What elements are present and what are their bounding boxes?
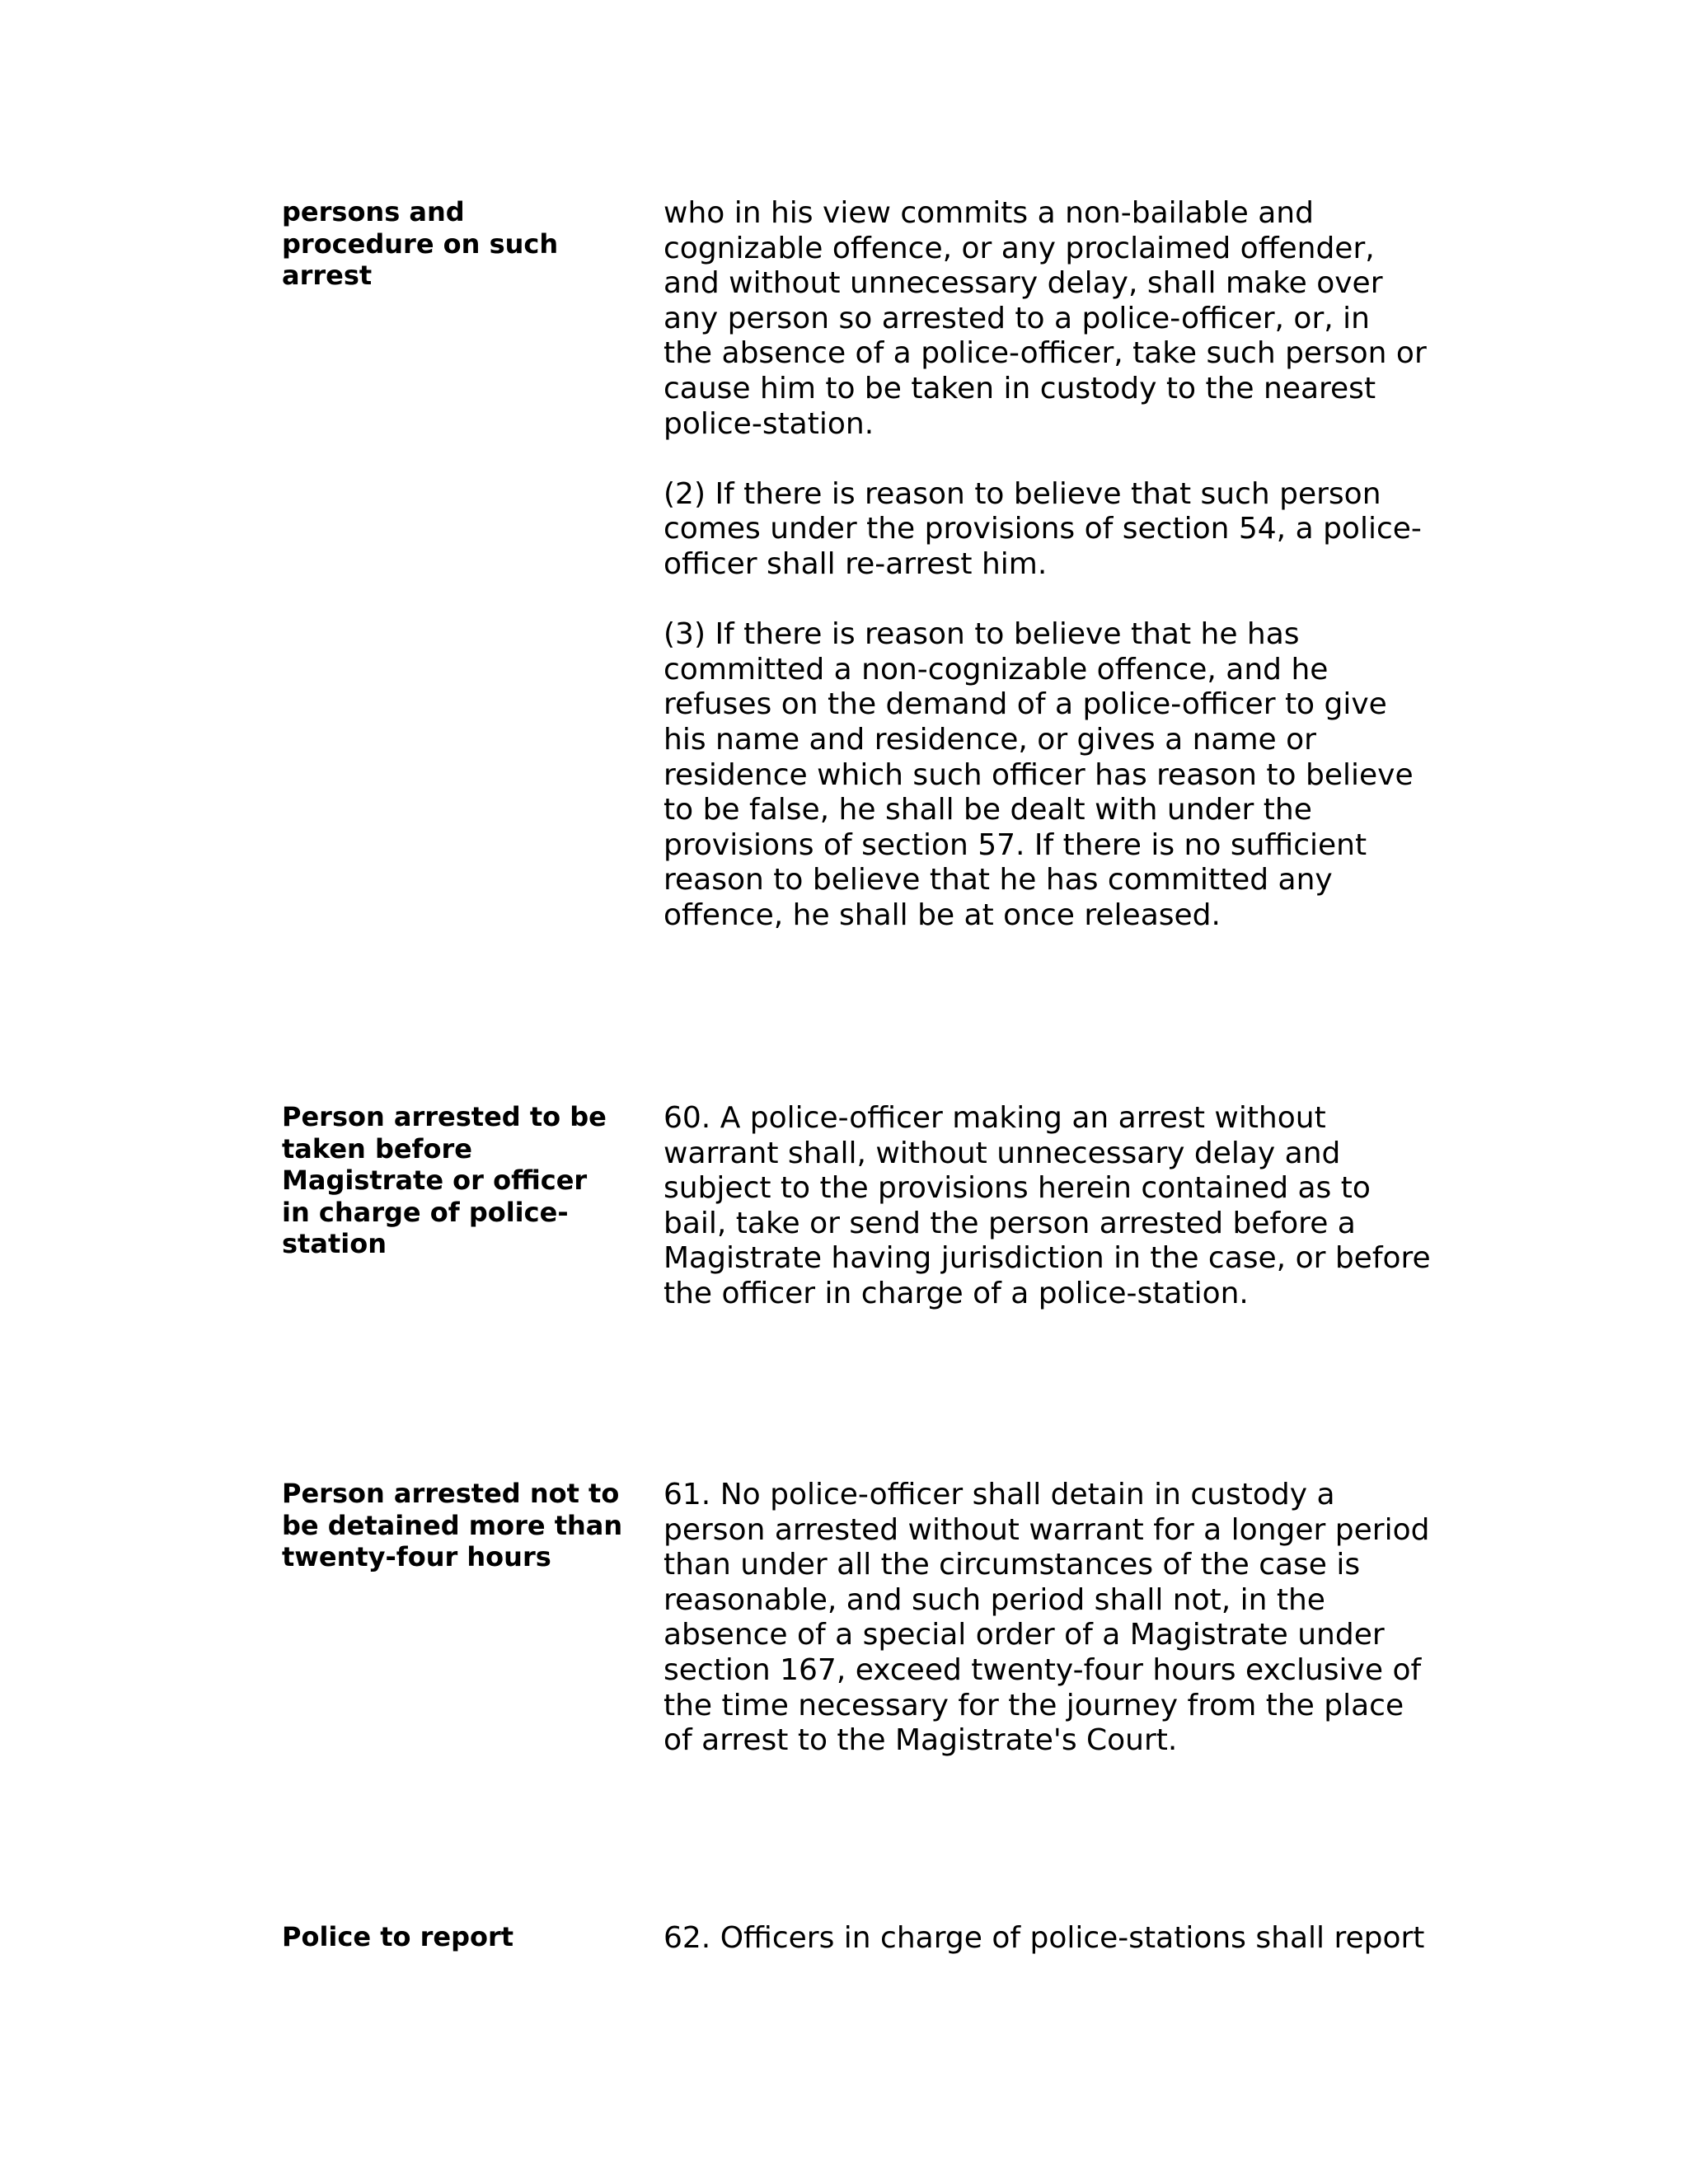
text-line: cognizable offence, or any proclaimed offender, (663, 231, 1375, 265)
note-line: persons and (282, 196, 465, 227)
note-line: twenty-four hours (282, 1541, 551, 1572)
text-line: absence of a special order of a Magistrate under (663, 1618, 1385, 1652)
marginal-note-section-60 (282, 1101, 628, 1260)
marginal-note-section-61 (282, 1478, 628, 1573)
text-line: of arrest to the Magistrate's Court. (663, 1723, 1178, 1758)
note-line: station (282, 1228, 387, 1259)
paragraph (663, 1478, 1455, 1759)
text-line: who in his view commits a non-bailable and (663, 196, 1314, 230)
text-line: 60. A police-officer making an arrest without (663, 1101, 1326, 1135)
text-line: any person so arrested to a police-officer, or, in (663, 301, 1370, 335)
note-line: taken before (282, 1132, 472, 1165)
text-line: committed a non-cognizable offence, and he (663, 652, 1329, 687)
text-line: (3) If there is reason to believe that he has (663, 617, 1300, 652)
paragraph (663, 1101, 1455, 1312)
text-line: 62. Officers in charge of police-stations shall report (663, 1921, 1425, 1955)
text-line: and without unnecessary delay, shall make over (663, 266, 1383, 301)
section-62-text (663, 1921, 1455, 1957)
text-line: residence which such officer has reason to believe (663, 757, 1414, 792)
text-line: his name and residence, or gives a name or (663, 722, 1316, 757)
text-line: cause him to be taken in custody to the nearest (663, 371, 1376, 405)
section-59-text (663, 196, 1455, 933)
text-line: section 167, exceed twenty-four hours exclusive of (663, 1652, 1422, 1687)
note-line: Magistrate or officer (282, 1165, 588, 1196)
text-line: to be false, he shall be dealt with under the (663, 793, 1312, 827)
text-line: the absence of a police-officer, take such person or (663, 336, 1427, 371)
text-line: police-station. (663, 406, 874, 441)
section-61-text (663, 1478, 1455, 1759)
text-line: the officer in charge of a police-station. (663, 1276, 1249, 1310)
paragraph-3 (663, 617, 1455, 933)
text-line: the time necessary for the journey from the place (663, 1688, 1404, 1722)
note-line: Police to report (282, 1921, 514, 1952)
note-line: arrest (282, 260, 373, 291)
paragraph (663, 1921, 1455, 1957)
text-line: warrant shall, without unnecessary delay and (663, 1136, 1341, 1170)
paragraph-1 (663, 196, 1455, 442)
paragraph-2 (663, 477, 1455, 583)
text-line: provisions of section 57. If there is no sufficient (663, 827, 1367, 862)
text-line: subject to the provisions herein contained as to (663, 1171, 1371, 1206)
text-line: than under all the circumstances of the case is (663, 1548, 1361, 1582)
text-line: refuses on the demand of a police-officer to give (663, 687, 1387, 722)
text-line: (2) If there is reason to believe that such person (663, 476, 1381, 511)
note-line: Person arrested to be (282, 1101, 607, 1132)
note-line: be detained more than (282, 1509, 623, 1541)
note-line: procedure on such (282, 227, 559, 260)
text-line: person arrested without warrant for a longer period (663, 1512, 1430, 1547)
text-line: comes under the provisions of section 54, a police- (663, 512, 1422, 546)
note-line: in charge of police- (282, 1196, 569, 1228)
text-line: Magistrate having jurisdiction in the case, or before (663, 1241, 1431, 1276)
text-line: officer shall re-arrest him. (663, 546, 1048, 581)
text-line: reason to believe that he has committed any (663, 863, 1333, 898)
text-line: reasonable, and such period shall not, in the (663, 1582, 1325, 1617)
text-line: offence, he shall be at once released. (663, 898, 1221, 932)
text-line: 61. No police-officer shall detain in custody a (663, 1478, 1335, 1511)
text-line: bail, take or send the person arrested before a (663, 1206, 1356, 1240)
note-line: Person arrested not to (282, 1478, 620, 1509)
section-60-text (663, 1101, 1455, 1312)
marginal-note-section-62 (282, 1921, 628, 1953)
marginal-note-arrest-procedure (282, 196, 628, 292)
